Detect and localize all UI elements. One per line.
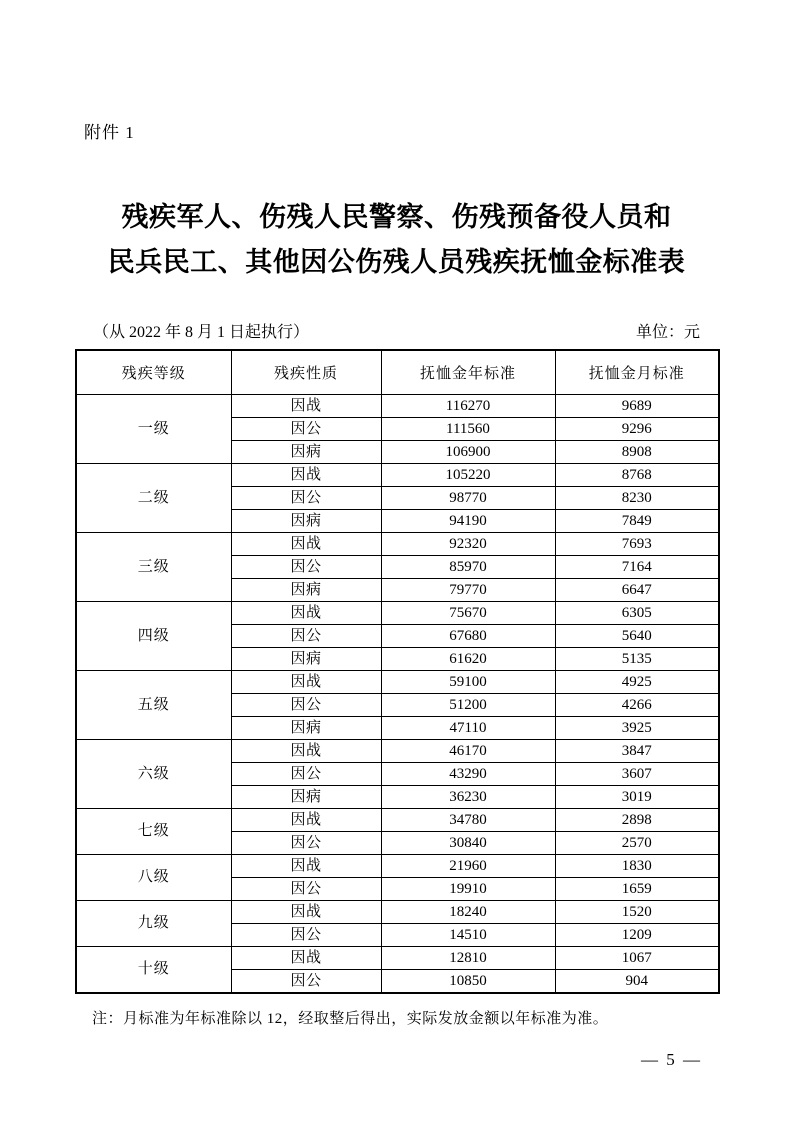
table-row bbox=[76, 394, 719, 417]
disability-nature-cell: 因病 bbox=[231, 578, 381, 601]
monthly-standard-cell: 5640 bbox=[555, 624, 719, 647]
annual-standard-cell: 98770 bbox=[381, 486, 555, 509]
annual-standard-cell: 51200 bbox=[381, 693, 555, 716]
annual-standard-cell: 21960 bbox=[381, 854, 555, 877]
disability-nature-cell: 因战 bbox=[231, 854, 381, 877]
disability-level-cell: 十级 bbox=[76, 946, 231, 993]
annual-standard-cell: 46170 bbox=[381, 739, 555, 762]
disability-level-cell: 七级 bbox=[76, 808, 231, 854]
annual-standard-cell: 67680 bbox=[381, 624, 555, 647]
annual-standard-cell: 116270 bbox=[381, 394, 555, 417]
annual-standard-cell: 106900 bbox=[381, 440, 555, 463]
table-row bbox=[76, 532, 719, 555]
disability-nature-cell: 因病 bbox=[231, 785, 381, 808]
disability-nature-cell: 因公 bbox=[231, 969, 381, 993]
header-disability-level: 残疾等级 bbox=[76, 350, 231, 394]
annual-standard-cell: 19910 bbox=[381, 877, 555, 900]
disability-level-cell: 六级 bbox=[76, 739, 231, 808]
monthly-standard-cell: 7164 bbox=[555, 555, 719, 578]
annual-standard-cell: 94190 bbox=[381, 509, 555, 532]
annual-standard-cell: 18240 bbox=[381, 900, 555, 923]
disability-nature-cell: 因战 bbox=[231, 946, 381, 969]
disability-nature-cell: 因公 bbox=[231, 831, 381, 854]
table-header-row bbox=[76, 350, 719, 394]
monthly-standard-cell: 904 bbox=[555, 969, 719, 993]
monthly-standard-cell: 4266 bbox=[555, 693, 719, 716]
document-title-line2: 民兵民工、其他因公伤残人员残疾抚恤金标准表 bbox=[107, 247, 686, 277]
table-meta-row bbox=[75, 319, 718, 342]
disability-level-cell: 九级 bbox=[76, 900, 231, 946]
header-monthly-standard: 抚恤金月标准 bbox=[555, 350, 719, 394]
disability-level-cell: 二级 bbox=[76, 463, 231, 532]
monthly-standard-cell: 6647 bbox=[555, 578, 719, 601]
page-number: — 5 — bbox=[641, 1049, 702, 1069]
monthly-standard-cell: 3925 bbox=[555, 716, 719, 739]
annual-standard-cell: 105220 bbox=[381, 463, 555, 486]
monthly-standard-cell: 2898 bbox=[555, 808, 719, 831]
table-row bbox=[76, 739, 719, 762]
header-annual-standard: 抚恤金年标准 bbox=[381, 350, 555, 394]
table-row bbox=[76, 900, 719, 923]
attachment-label: 附件 1 bbox=[84, 123, 135, 142]
annual-standard-cell: 36230 bbox=[381, 785, 555, 808]
monthly-standard-cell: 7849 bbox=[555, 509, 719, 532]
disability-nature-cell: 因病 bbox=[231, 440, 381, 463]
monthly-standard-cell: 1830 bbox=[555, 854, 719, 877]
disability-nature-cell: 因战 bbox=[231, 394, 381, 417]
annual-standard-cell: 75670 bbox=[381, 601, 555, 624]
annual-standard-cell: 10850 bbox=[381, 969, 555, 993]
disability-nature-cell: 因公 bbox=[231, 762, 381, 785]
annual-standard-cell: 30840 bbox=[381, 831, 555, 854]
annual-standard-cell: 43290 bbox=[381, 762, 555, 785]
effective-date: （从 2022 年 8 月 1 日起执行） bbox=[93, 324, 310, 341]
disability-nature-cell: 因战 bbox=[231, 739, 381, 762]
monthly-standard-cell: 4925 bbox=[555, 670, 719, 693]
monthly-standard-cell: 9296 bbox=[555, 417, 719, 440]
pension-standards-table bbox=[75, 349, 720, 994]
disability-nature-cell: 因战 bbox=[231, 900, 381, 923]
annual-standard-cell: 79770 bbox=[381, 578, 555, 601]
disability-level-cell: 四级 bbox=[76, 601, 231, 670]
monthly-standard-cell: 2570 bbox=[555, 831, 719, 854]
monthly-standard-cell: 8768 bbox=[555, 463, 719, 486]
disability-nature-cell: 因病 bbox=[231, 509, 381, 532]
disability-level-cell: 八级 bbox=[76, 854, 231, 900]
table-row bbox=[76, 946, 719, 969]
annual-standard-cell: 34780 bbox=[381, 808, 555, 831]
disability-nature-cell: 因公 bbox=[231, 923, 381, 946]
annual-standard-cell: 12810 bbox=[381, 946, 555, 969]
disability-nature-cell: 因公 bbox=[231, 486, 381, 509]
table-row bbox=[76, 854, 719, 877]
annual-standard-cell: 14510 bbox=[381, 923, 555, 946]
disability-nature-cell: 因公 bbox=[231, 417, 381, 440]
table-row bbox=[76, 670, 719, 693]
unit-label: 单位：元 bbox=[635, 324, 700, 341]
disability-nature-cell: 因战 bbox=[231, 808, 381, 831]
monthly-standard-cell: 1067 bbox=[555, 946, 719, 969]
disability-nature-cell: 因病 bbox=[231, 647, 381, 670]
disability-nature-cell: 因战 bbox=[231, 670, 381, 693]
disability-nature-cell: 因战 bbox=[231, 463, 381, 486]
monthly-standard-cell: 3607 bbox=[555, 762, 719, 785]
annual-standard-cell: 85970 bbox=[381, 555, 555, 578]
monthly-standard-cell: 1520 bbox=[555, 900, 719, 923]
monthly-standard-cell: 6305 bbox=[555, 601, 719, 624]
disability-nature-cell: 因病 bbox=[231, 716, 381, 739]
footnote: 注：月标准为年标准除以 12，经取整后得出，实际发放金额以年标准为准。 bbox=[92, 1010, 609, 1027]
disability-nature-cell: 因公 bbox=[231, 555, 381, 578]
monthly-standard-cell: 5135 bbox=[555, 647, 719, 670]
annual-standard-cell: 59100 bbox=[381, 670, 555, 693]
monthly-standard-cell: 3847 bbox=[555, 739, 719, 762]
disability-nature-cell: 因公 bbox=[231, 693, 381, 716]
monthly-standard-cell: 1209 bbox=[555, 923, 719, 946]
monthly-standard-cell: 8230 bbox=[555, 486, 719, 509]
disability-nature-cell: 因公 bbox=[231, 624, 381, 647]
annual-standard-cell: 61620 bbox=[381, 647, 555, 670]
annual-standard-cell: 111560 bbox=[381, 417, 555, 440]
monthly-standard-cell: 8908 bbox=[555, 440, 719, 463]
disability-level-cell: 三级 bbox=[76, 532, 231, 601]
header-disability-nature: 残疾性质 bbox=[231, 350, 381, 394]
disability-nature-cell: 因公 bbox=[231, 877, 381, 900]
disability-nature-cell: 因战 bbox=[231, 601, 381, 624]
document-title-line1: 残疾军人、伤残人民警察、伤残预备役人员和 bbox=[121, 202, 672, 232]
table-row bbox=[76, 808, 719, 831]
table-row bbox=[76, 601, 719, 624]
monthly-standard-cell: 1659 bbox=[555, 877, 719, 900]
monthly-standard-cell: 3019 bbox=[555, 785, 719, 808]
monthly-standard-cell: 7693 bbox=[555, 532, 719, 555]
monthly-standard-cell: 9689 bbox=[555, 394, 719, 417]
document-title bbox=[75, 195, 718, 285]
disability-nature-cell: 因战 bbox=[231, 532, 381, 555]
pension-table-body bbox=[76, 394, 719, 993]
annual-standard-cell: 47110 bbox=[381, 716, 555, 739]
table-header bbox=[76, 350, 719, 394]
disability-level-cell: 一级 bbox=[76, 394, 231, 463]
table-row bbox=[76, 463, 719, 486]
annual-standard-cell: 92320 bbox=[381, 532, 555, 555]
disability-level-cell: 五级 bbox=[76, 670, 231, 739]
